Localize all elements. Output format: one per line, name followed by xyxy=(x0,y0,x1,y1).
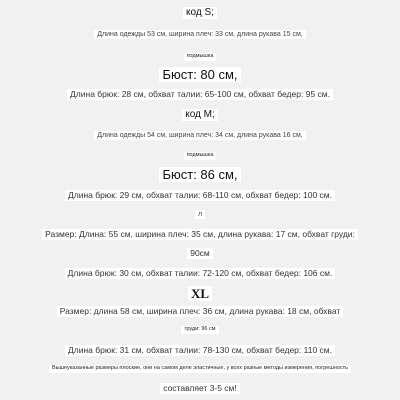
size-s-armpit-line xyxy=(0,53,400,61)
size-xl-bust: груди: 96 см xyxy=(181,326,218,334)
size-xl-bust-line xyxy=(0,326,400,334)
measurement-note-line xyxy=(0,365,400,373)
size-m-bust: Бюст: 86 см, xyxy=(159,167,240,182)
size-m-armpit-label: подмышка xyxy=(184,152,217,160)
size-m-garment-line xyxy=(0,131,400,140)
size-s-heading: код S; xyxy=(183,7,217,19)
size-s-armpit-label: подмышка xyxy=(184,53,217,61)
size-l-heading-line xyxy=(0,210,400,219)
measurement-error: составляет 3-5 см! xyxy=(160,383,240,394)
size-l-garment-measurements: Размер: Длина: 55 см, ширина плеч: 35 см, длина рукава: 17 см, обхват груди: xyxy=(42,229,358,240)
measurement-note: Вышеуказанные размеры плоские, они на самом деле эластичные, у всех разные методы измерения, погрешность xyxy=(49,365,351,373)
size-s-heading-line xyxy=(0,7,400,19)
size-l-pants-line xyxy=(0,268,400,279)
size-m-pants-measurements: Длина брюк: 29 см, обхват талии: 68-110 см, обхват бедер: 100 см. xyxy=(65,190,335,201)
size-m-heading: код М; xyxy=(182,109,218,121)
size-xl-garment-measurements: Размер: длина 58 см, ширина плеч: 36 см, длина рукава: 18 см, обхват xyxy=(57,306,344,317)
size-s-garment-line xyxy=(0,30,400,39)
size-l-pants-measurements: Длина брюк: 30 см, обхват талии: 72-120 см, обхват бедер: 106 см. xyxy=(65,268,336,279)
size-l-heading: л xyxy=(195,210,205,219)
size-xl-garment-line xyxy=(0,306,400,317)
size-xl-heading: XL xyxy=(188,286,212,301)
size-xl-heading-line xyxy=(0,286,400,301)
size-s-garment-measurements: Длина одежды 53 см, ширина плеч: 33 см, длина рукава 15 см, xyxy=(94,30,305,39)
size-m-armpit-line xyxy=(0,152,400,160)
size-m-pants-line xyxy=(0,190,400,201)
size-s-pants-measurements: Длина брюк: 28 см, обхват талии: 65-100 см, обхват бедер: 95 см. xyxy=(67,89,333,100)
size-s-bust: Бюст: 80 см, xyxy=(159,67,240,82)
size-m-bust-line xyxy=(0,167,400,182)
size-s-pants-line xyxy=(0,89,400,100)
measurement-error-line xyxy=(0,383,400,394)
size-m-heading-line xyxy=(0,109,400,121)
size-l-bust: 90см xyxy=(187,248,213,259)
size-s-bust-line xyxy=(0,67,400,82)
size-xl-pants-measurements: Длина брюк: 31 см, обхват талии: 78-130 см, обхват бедер: 110 см. xyxy=(65,345,335,356)
size-m-garment-measurements: Длина одежды 54 см, ширина плеч: 34 см, длина рукава 16 см, xyxy=(94,131,305,140)
size-l-garment-line xyxy=(0,229,400,240)
size-l-bust-line xyxy=(0,248,400,259)
size-xl-pants-line xyxy=(0,345,400,356)
